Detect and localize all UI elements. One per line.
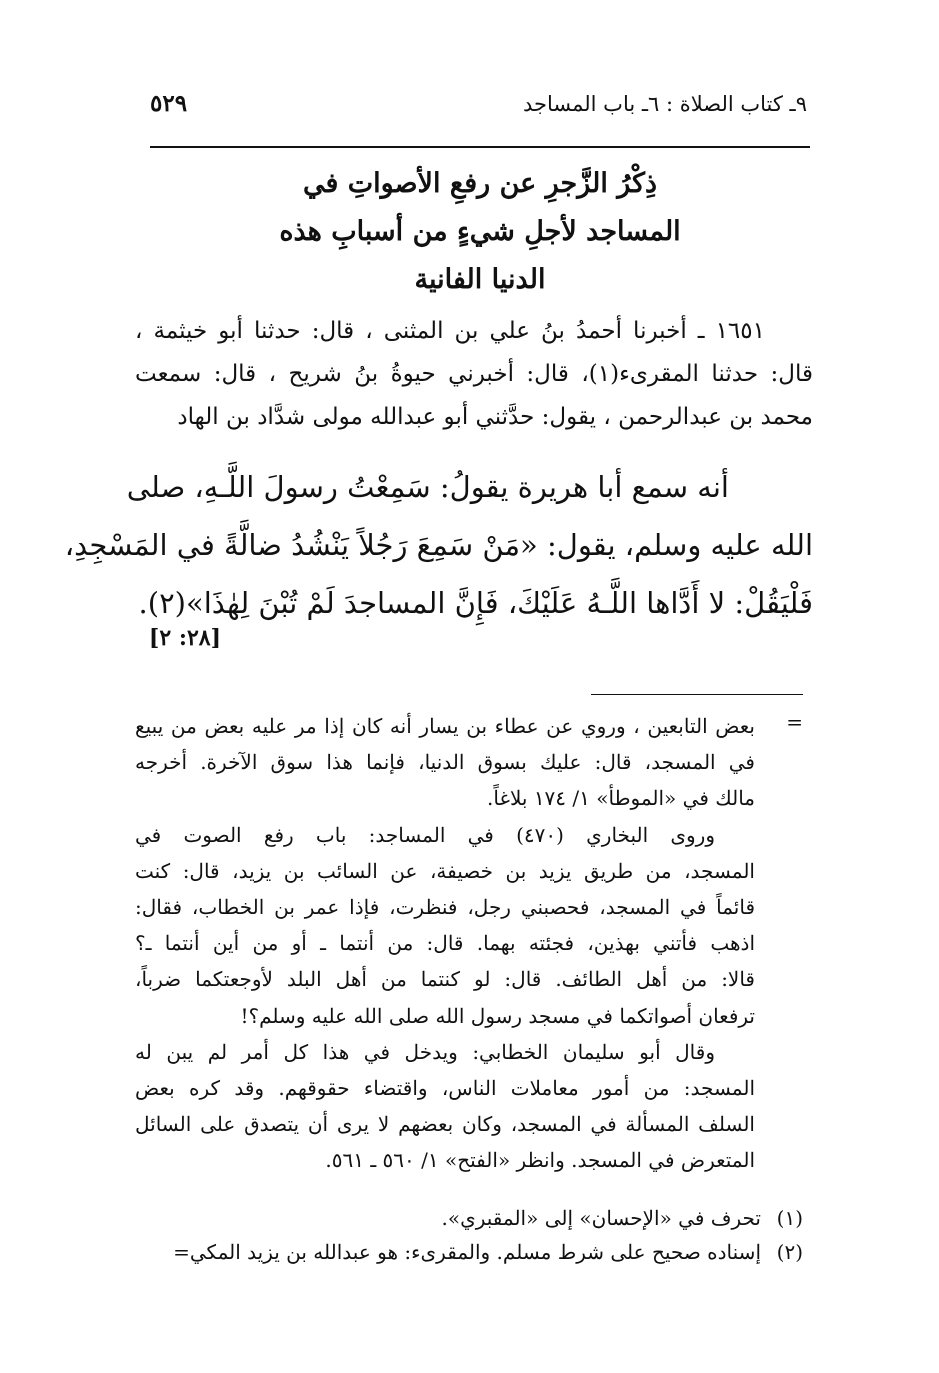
footnote-line: مالك في «الموطأ» ١/ ١٧٤ بلاغاً. (487, 786, 755, 811)
hadith-reference: [٢٨: ٢] (148, 625, 221, 651)
header-rule (150, 146, 810, 148)
footnote-continuation (135, 708, 755, 1179)
isnad-line: قال: حدثنا المقرىء(١)، قال: أخبرني حيوةُ بنُ شريح ، قال: سمعت (135, 361, 813, 387)
title-line: المساجد لأجلِ شيءٍ من أسبابِ هذه (279, 216, 681, 247)
hadith-matn (64, 458, 813, 632)
matn-line: أنه سمع أبا هريرة يقولُ: سَمِعْتُ رسولَ اللَّـهِ، صلى (126, 470, 729, 504)
footnote-1 (132, 1206, 803, 1230)
continuation-mark: = (786, 710, 803, 734)
title-line: الدنيا الفانية (414, 264, 546, 295)
footnote-line: قائماً في المسجد، فحصبني رجل، فنظرت، فإذا عمر بن الخطاب، فقال: (135, 895, 755, 920)
footnote-line: المسجد، من طريق يزيد بن خصيفة، عن السائب بن يزيد، قال: كنت (135, 858, 755, 883)
hadith-isnad (135, 310, 813, 439)
footnote-line: وروى البخاري (٤٧٠) في المساجد: باب رفع الصوت في (135, 822, 715, 847)
footnote-line: بعض التابعين ، وروي عن عطاء بن يسار أنه كان إذا مر عليه بعض من يبيع (135, 714, 755, 738)
footnote-line: ترفعان أصواتكما في مسجد رسول الله صلى الله عليه وسلم؟! (240, 1003, 755, 1028)
matn-line: الله عليه وسلم، يقول: «مَنْ سَمِعَ رَجُلاً يَنْشُدُ ضالَّةً في المَسْجِدِ، (64, 528, 813, 562)
footnote-rule (591, 694, 803, 695)
footnote-line: قالا: من أهل الطائف. قال: لو كنتما من أهل البلد لأوجعتكما ضرباً، (135, 967, 755, 992)
footnote-line: اذهب فأتني بهذين، فجئته بهما. قال: من أنتما ـ أو من أين أنتما ـ؟ (135, 931, 755, 956)
footnote-2 (132, 1240, 803, 1264)
footnote-line: وقال أبو سليمان الخطابي: ويدخل في هذا كل أمر لم يبن له (135, 1039, 715, 1064)
isnad-line: ١٦٥١ ـ أخبرنا أحمدُ بنُ علي بن المثنى ، قال: حدثنا أبو خيثمة ، (135, 318, 765, 344)
footnote-text: إسناده صحيح على شرط مسلم. والمقرىء: هو عبدالله بن يزيد المكي= (173, 1240, 761, 1264)
page-number: ٥٢٩ (150, 90, 188, 117)
footnote-line: في المسجد، قال: عليك بسوق الدنيا، فإنما هذا سوق الآخرة. أخرجه (135, 750, 755, 775)
isnad-line: محمد بن عبدالرحمن ، يقول: حدَّثني أبو عبدالله مولى شدَّاد بن الهاد (177, 404, 813, 430)
title-line: ذِكْرُ الزَّجرِ عن رفعِ الأصواتِ في (302, 168, 658, 199)
matn-line: فَلْيَقُلْ: لا أَدَّاها اللَّـهُ عَلَيْكَ، فَإِنَّ المساجدَ لَمْ تُبْنَ لِهٰذَا»(٢). (138, 586, 813, 620)
footnote-number: (١) (776, 1206, 803, 1230)
footnote-text: تحرف في «الإحسان» إلى «المقبري». (441, 1206, 761, 1230)
running-head: ٩ـ كتاب الصلاة : ٦ـ باب المساجد (522, 92, 807, 116)
footnote-line: السلف المسألة في المسجد، وكان بعضهم لا يرى أن يتصدق على السائل (135, 1112, 755, 1137)
footnote-number: (٢) (776, 1240, 803, 1264)
footnote-line: المسجد: من أمور معاملات الناس، واقتضاء حقوقهم. وقد كره بعض (135, 1076, 755, 1101)
chapter-title (150, 160, 810, 304)
footnote-line: المتعرض في المسجد. وانظر «الفتح» ١/ ٥٦٠ ـ ٥٦١. (325, 1148, 755, 1173)
